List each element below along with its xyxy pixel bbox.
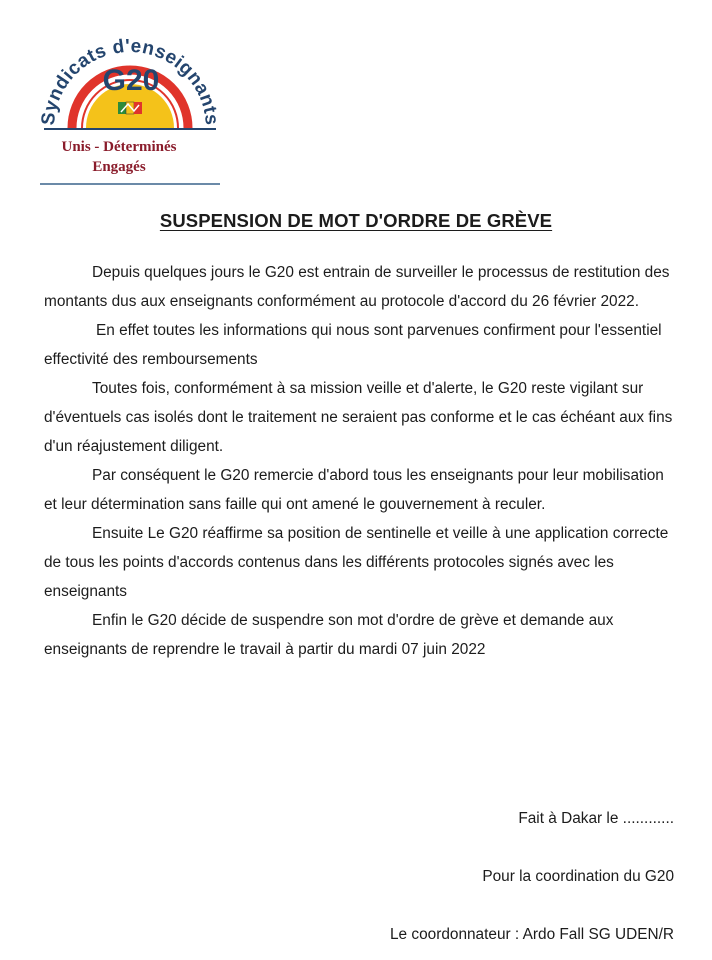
logo-divider bbox=[40, 183, 220, 185]
coordination-line: Pour la coordination du G20 bbox=[482, 868, 674, 885]
logo-motto-line2: Engagés bbox=[92, 159, 146, 175]
logo-motto-line1: Unis - Déterminés bbox=[61, 139, 177, 155]
logo-motto bbox=[44, 137, 194, 177]
paragraph-6: Enfin le G20 décide de suspendre son mot d'ordre de grève et demande aux enseignants de reprendre le travail à partir du mardi 07 juin 2022 bbox=[44, 612, 614, 658]
document-title-wrap bbox=[0, 210, 712, 232]
paragraph-2: En effet toutes les informations qui nous sont parvenues confirment pour l'essentiel effectivité des remboursements bbox=[44, 322, 662, 368]
paragraph-3: Toutes fois, conformément à sa mission veille et d'alerte, le G20 reste vigilant sur d'éventuels cas isolés dont le traitement ne seraient pas conforme et le cas échéant aux fins d'un réajustement diligent. bbox=[44, 380, 673, 455]
place-date-line: Fait à Dakar le ............ bbox=[518, 810, 674, 827]
document-body bbox=[44, 258, 674, 664]
paragraph-5: Ensuite Le G20 réaffirme sa position de sentinelle et veille à une application correcte de tous les points d'accords contenus dans les différents protocoles signés avec les enseignants bbox=[44, 525, 669, 600]
logo-arc-text: Syndicats d'enseignants bbox=[37, 35, 223, 127]
coordinator-line: Le coordonnateur : Ardo Fall SG UDEN/R bbox=[389, 926, 674, 943]
paragraph-1: Depuis quelques jours le G20 est entrain de surveiller le processus de restitution des montants dus aux enseignants conformément au protocole d'accord du 26 février 2022. bbox=[44, 264, 670, 310]
document-title: SUSPENSION DE MOT D'ORDRE DE GRÈVE bbox=[159, 210, 553, 231]
logo-badge: G20 bbox=[102, 64, 160, 97]
flag-emblem-icon bbox=[118, 102, 142, 114]
paragraph-4: Par conséquent le G20 remercie d'abord tous les enseignants pour leur mobilisation et leur détermination sans faille qui ont amené le gouvernement à reculer. bbox=[44, 467, 664, 513]
